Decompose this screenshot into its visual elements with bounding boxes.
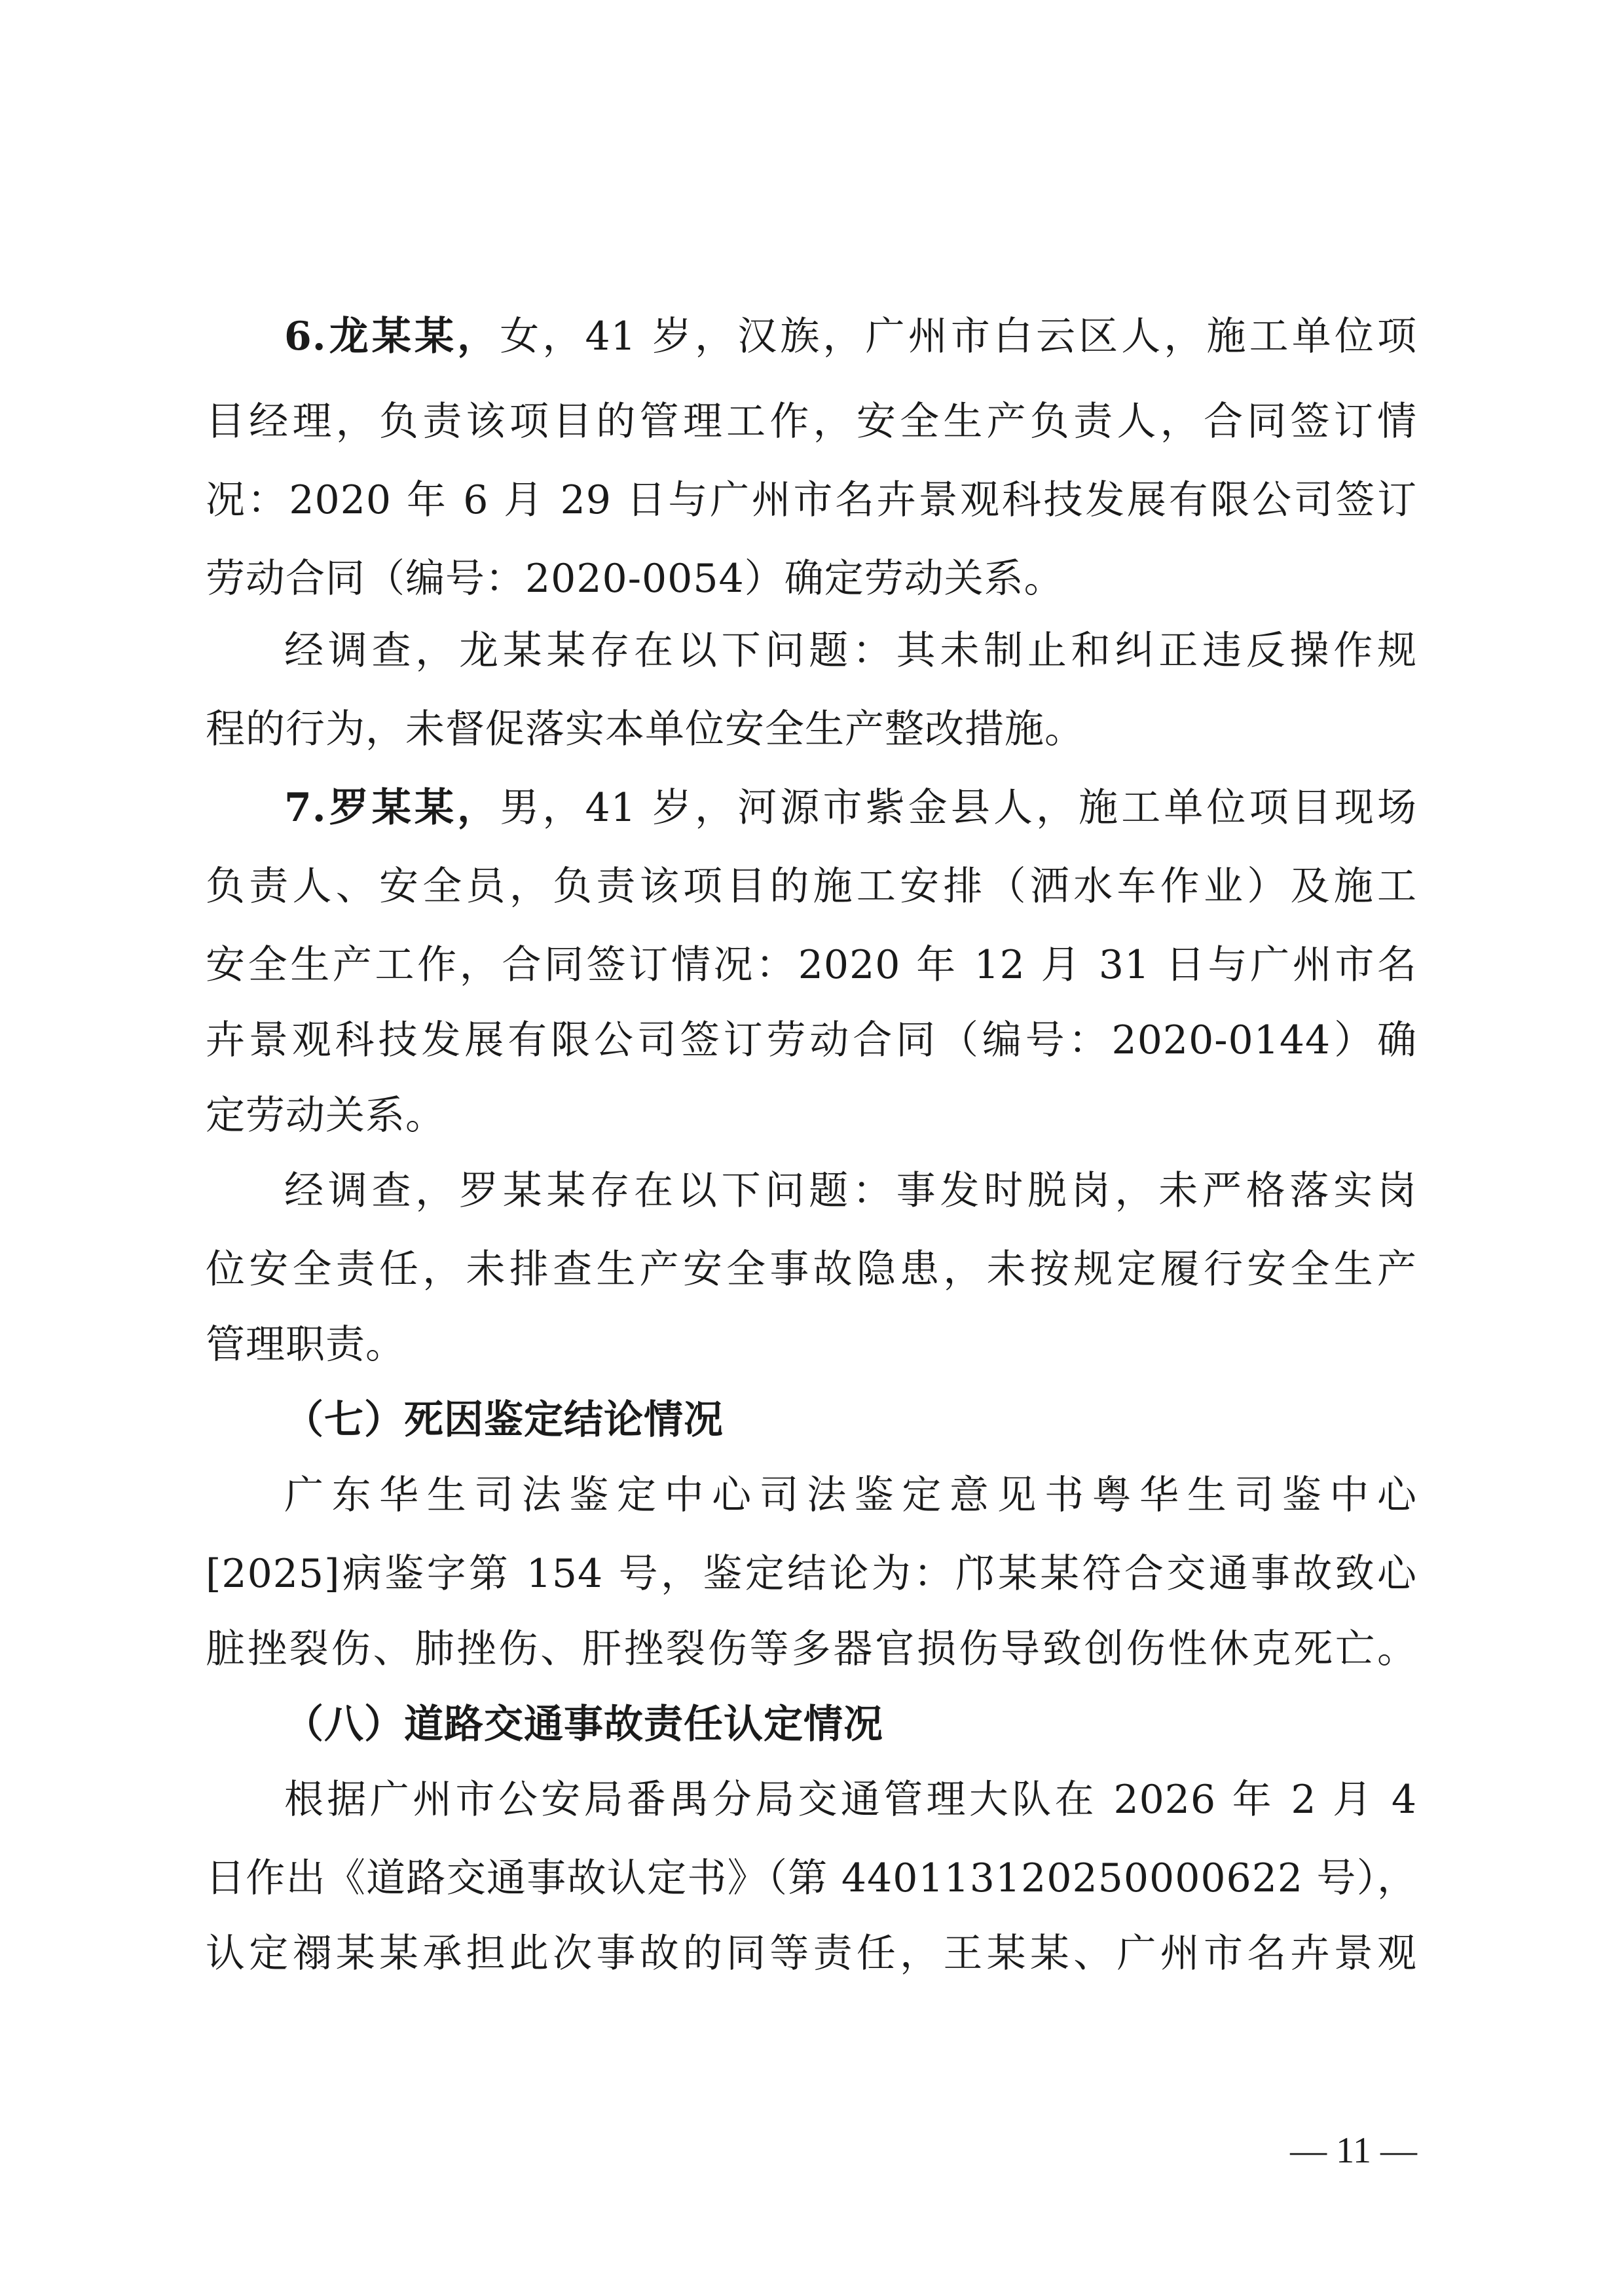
line-text: 女，41 岁，汉族，广州市白云区人，施工单位项 [500, 314, 1418, 359]
person-heading: 6.龙某某， [284, 314, 500, 359]
line-text: 男，41 岁，河源市紫金县人，施工单位项目现场 [500, 785, 1418, 831]
paragraph-line: 日作出《道路交通事故认定书》（第 440113120250000622 号）， [206, 1855, 1417, 1901]
paragraph-line: 况：2020 年 6 月 29 日与广州市名卉景观科技发展有限公司签订 [206, 477, 1417, 523]
paragraph-line: 程的行为，未督促落实本单位安全生产整改措施。 [206, 706, 1084, 752]
paragraph-line [284, 298, 1417, 375]
paragraph-line: 安全生产工作，合同签订情况：2020 年 12 月 31 日与广州市名 [206, 942, 1417, 988]
paragraph-line: 目经理，负责该项目的管理工作，安全生产负责人，合同签订情 [206, 399, 1417, 445]
paragraph-line: 脏挫裂伤、肺挫伤、肝挫裂伤等多器官损伤导致创伤性休克死亡。 [206, 1626, 1417, 1672]
page-number: — 11 — [1290, 2130, 1417, 2171]
paragraph-line: 劳动合同（编号：2020-0054）确定劳动关系。 [206, 556, 1064, 602]
paragraph-line: 认定禤某某承担此次事故的同等责任，王某某、广州市名卉景观 [206, 1931, 1417, 1977]
person-heading: 7.罗某某， [284, 785, 500, 831]
section-heading: （八）道路交通事故责任认定情况 [284, 1702, 883, 1747]
paragraph-line: 经调查，龙某某存在以下问题：其未制止和纠正违反操作规 [284, 628, 1417, 674]
paragraph-line: 经调查，罗某某存在以下问题：事发时脱岗，未严格落实岗 [284, 1168, 1417, 1214]
paragraph-line: 根据广州市公安局番禺分局交通管理大队在 2026 年 2 月 4 [284, 1777, 1417, 1823]
section-heading: （七）死因鉴定结论情况 [284, 1397, 724, 1443]
paragraph-line: 位安全责任，未排查生产安全事故隐患，未按规定履行安全生产 [206, 1247, 1417, 1292]
paragraph-line: 负责人、安全员，负责该项目的施工安排（洒水车作业）及施工 [206, 864, 1417, 909]
paragraph-line: 广东华生司法鉴定中心司法鉴定意见书粤华生司鉴中心 [284, 1472, 1417, 1518]
paragraph-line: [2025]病鉴字第 154 号，鉴定结论为：邝某某符合交通事故致心 [206, 1551, 1417, 1597]
paragraph-line: 卉景观科技发展有限公司签订劳动合同（编号：2020-0144）确 [206, 1017, 1417, 1063]
paragraph-line: 定劳动关系。 [206, 1093, 445, 1139]
paragraph-line [284, 769, 1417, 847]
paragraph-line: 管理职责。 [206, 1322, 405, 1368]
